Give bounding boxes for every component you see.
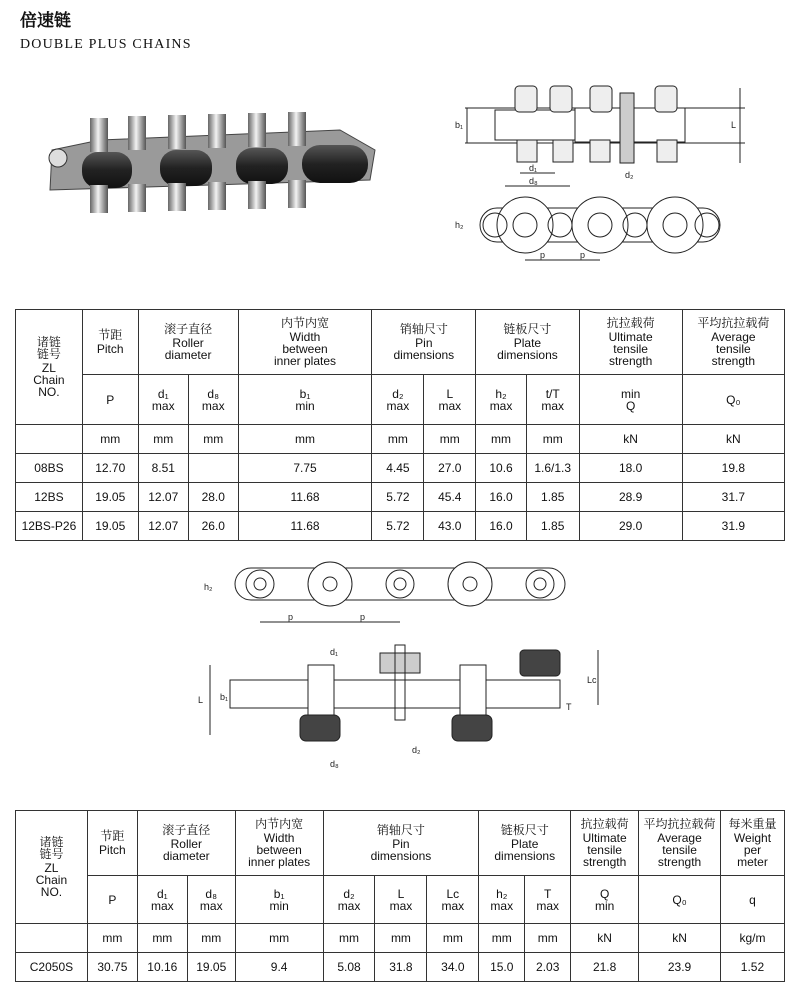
cell-table1-rows-1-5: 5.72 <box>372 483 424 512</box>
cell-table2-rows-0-7: 34.0 <box>427 953 479 982</box>
cell-table1-symbols-6: h₂ max <box>476 375 527 425</box>
cell-table2-rows-0-9: 2.03 <box>525 953 571 982</box>
cell-table2-headers-7-cn: 每米重量 <box>728 817 777 831</box>
cell-table2-headers-0-en: Pitch <box>99 843 126 857</box>
cell-table2-units-5: mm <box>375 924 427 953</box>
cell-table1-headers-2-en: Width between inner plates <box>273 330 337 368</box>
technical-drawing-1 <box>445 78 775 278</box>
cell-table1-units-9: kN <box>682 425 784 454</box>
table-cell <box>16 924 88 953</box>
cell-table1-symbols-5: L max <box>424 375 476 425</box>
cell-table2-units-8: mm <box>525 924 571 953</box>
cell-table2-rows-0-5: 5.08 <box>323 953 375 982</box>
cell-table2-headers-2-en: Width between inner plates <box>248 831 311 869</box>
cell-table2-symbols-8: T max <box>525 876 571 924</box>
header2-pin <box>323 811 479 876</box>
cell-table1-headers-3-cn: 销轴尺寸 <box>399 322 448 336</box>
cell-table2-col_chain-en: ZL Chain NO. <box>35 861 68 899</box>
label-p1: p <box>540 250 546 260</box>
cell-table1-col_chain-cn: 诸链 链号 <box>36 335 61 361</box>
cell-table2-rows-0-3: 19.05 <box>187 953 235 982</box>
cell-table2-rows-0-11: 23.9 <box>639 953 721 982</box>
cell-table1-rows-0-4: 7.75 <box>238 454 372 483</box>
cell-table1-symbols-0: P <box>82 375 138 425</box>
header-roller <box>138 310 238 375</box>
cell-table2-symbols-9: Q min <box>571 876 639 924</box>
cell-table2-headers-5-en: Ultimate tensile strength <box>582 831 627 869</box>
spec-table-1 <box>15 309 785 541</box>
cell-table1-symbols-2: d₈ max <box>188 375 238 425</box>
cell-table1-units-0: mm <box>82 425 138 454</box>
cell-table2-units-2: mm <box>187 924 235 953</box>
cell-table1-rows-0-9: 18.0 <box>579 454 682 483</box>
cell-table1-rows-0-0: 08BS <box>16 454 83 483</box>
spec-table-2 <box>15 810 785 982</box>
table-row <box>16 953 785 982</box>
cell-table1-rows-2-0: 12BS-P26 <box>16 512 83 541</box>
header-pin <box>372 310 476 375</box>
cell-table1-rows-1-7: 16.0 <box>476 483 527 512</box>
cell-table2-rows-0-6: 31.8 <box>375 953 427 982</box>
label-d2: d₂ <box>625 170 634 180</box>
cell-table1-units-2: mm <box>188 425 238 454</box>
cell-table1-rows-1-1: 19.05 <box>82 483 138 512</box>
cell-table1-headers-2-cn: 内节内宽 <box>281 316 330 330</box>
label2-T: T <box>566 702 572 712</box>
cell-table2-headers-5-cn: 抗拉载荷 <box>580 817 629 831</box>
header2-average <box>639 811 721 876</box>
cell-table2-headers-4-en: Plate dimensions <box>494 837 556 863</box>
label2-Lc: Lc <box>587 675 597 685</box>
cell-table1-rows-1-10: 31.7 <box>682 483 784 512</box>
cell-table1-headers-1-cn: 滚子直径 <box>164 322 213 336</box>
header2-width <box>235 811 323 876</box>
label-L: L <box>731 120 737 130</box>
cell-table2-units-0: mm <box>87 924 137 953</box>
cell-table1-rows-2-8: 1.85 <box>526 512 579 541</box>
cell-table1-rows-2-2: 12.07 <box>138 512 188 541</box>
cell-table1-rows-2-10: 31.9 <box>682 512 784 541</box>
label2-p2: p <box>360 612 366 622</box>
header-ultimate <box>579 310 682 375</box>
cell-table2-symbols-7: h₂ max <box>479 876 525 924</box>
cell-table1-rows-0-1: 12.70 <box>82 454 138 483</box>
cell-table2-units-3: mm <box>235 924 323 953</box>
cell-table2-headers-6-en: Average tensile strength <box>657 831 702 869</box>
cell-table1-rows-1-6: 45.4 <box>424 483 476 512</box>
cell-table2-symbols-0: P <box>87 876 137 924</box>
cell-table2-symbols-3: b₁ min <box>235 876 323 924</box>
cell-table1-rows-1-0: 12BS <box>16 483 83 512</box>
cell-table1-rows-2-3: 26.0 <box>188 512 238 541</box>
cell-table2-rows-0-12: 1.52 <box>720 953 784 982</box>
header2-plate <box>479 811 571 876</box>
cell-table1-rows-2-1: 19.05 <box>82 512 138 541</box>
cell-table1-rows-0-6: 27.0 <box>424 454 476 483</box>
cell-table1-rows-0-8: 1.6/1.3 <box>526 454 579 483</box>
cell-table2-symbols-11: q <box>720 876 784 924</box>
header2-ultimate <box>571 811 639 876</box>
cell-table1-units-6: mm <box>476 425 527 454</box>
unit-row-2 <box>16 924 785 953</box>
technical-drawing-2 <box>190 560 610 775</box>
cell-table2-rows-0-4: 9.4 <box>235 953 323 982</box>
cell-table1-symbols-4: d₂ max <box>372 375 424 425</box>
label-d1: d₁ <box>529 163 538 173</box>
label-b1: b₁ <box>455 120 464 130</box>
cell-table1-headers-1-en: Roller diameter <box>164 336 212 362</box>
cell-table2-headers-3-en: Pin dimensions <box>370 837 432 863</box>
cell-table1-symbols-8: min Q <box>579 375 682 425</box>
cell-table2-rows-0-2: 10.16 <box>137 953 187 982</box>
header-width <box>238 310 372 375</box>
header-plate <box>476 310 579 375</box>
cell-table1-headers-4-cn: 链板尺寸 <box>503 322 552 336</box>
header2-weight <box>720 811 784 876</box>
cell-table2-units-9: kN <box>571 924 639 953</box>
cell-table1-headers-6-en: Average tensile strength <box>711 330 756 368</box>
unit-row-1 <box>16 425 785 454</box>
header2-roller <box>137 811 235 876</box>
label2-b1: b₁ <box>220 692 229 702</box>
cell-table1-headers-5-en: Ultimate tensile strength <box>608 330 653 368</box>
chain-photo <box>40 110 380 220</box>
cell-table1-headers-6-cn: 平均抗拉载荷 <box>697 316 770 330</box>
table-row <box>16 512 785 541</box>
cell-table1-rows-1-3: 28.0 <box>188 483 238 512</box>
cell-table1-rows-0-5: 4.45 <box>372 454 424 483</box>
cell-table2-headers-1-en: Roller diameter <box>162 837 210 863</box>
cell-table2-headers-2-cn: 内节内宽 <box>255 817 304 831</box>
cell-table1-rows-2-9: 29.0 <box>579 512 682 541</box>
cell-table1-rows-1-2: 12.07 <box>138 483 188 512</box>
header-pitch <box>82 310 138 375</box>
label2-L: L <box>198 695 204 705</box>
cell-table1-units-7: mm <box>526 425 579 454</box>
cell-table2-rows-0-10: 21.8 <box>571 953 639 982</box>
cell-table2-symbols-5: L max <box>375 876 427 924</box>
symbol-row-1 <box>16 375 785 425</box>
cell-table1-units-4: mm <box>372 425 424 454</box>
symbol-row-2 <box>16 876 785 924</box>
cell-table1-col_chain-en: ZL Chain NO. <box>33 361 65 399</box>
label-h2: h₂ <box>455 220 464 230</box>
label2-p1: p <box>288 612 294 622</box>
label-d8: d₈ <box>529 176 538 186</box>
cell-table1-symbols-3: b₁ min <box>238 375 372 425</box>
page-title-cn: 倍速链 <box>20 11 71 31</box>
cell-table2-units-7: mm <box>479 924 525 953</box>
table-row <box>16 454 785 483</box>
col-chain-header-2 <box>16 811 88 924</box>
cell-table2-headers-7-en: Weight per meter <box>733 831 772 869</box>
cell-table2-headers-1-cn: 滚子直径 <box>162 823 211 837</box>
cell-table2-symbols-4: d₂ max <box>323 876 375 924</box>
cell-table1-rows-1-9: 28.9 <box>579 483 682 512</box>
table-row <box>16 483 785 512</box>
label-p2: p <box>580 250 586 260</box>
cell-table1-rows-2-7: 16.0 <box>476 512 527 541</box>
cell-table1-units-5: mm <box>424 425 476 454</box>
label2-d1: d₁ <box>330 647 339 657</box>
cell-table2-symbols-6: Lc max <box>427 876 479 924</box>
cell-table1-rows-1-8: 1.85 <box>526 483 579 512</box>
cell-table1-units-1: mm <box>138 425 188 454</box>
cell-table1-headers-4-en: Plate dimensions <box>497 336 558 362</box>
cell-table1-rows-0-3 <box>188 454 238 483</box>
header-average <box>682 310 784 375</box>
cell-table2-units-10: kN <box>639 924 721 953</box>
cell-table2-units-1: mm <box>137 924 187 953</box>
cell-table1-headers-0-cn: 节距 <box>98 328 123 342</box>
cell-table2-symbols-2: d₈ max <box>187 876 235 924</box>
cell-table1-units-8: kN <box>579 425 682 454</box>
cell-table2-units-4: mm <box>323 924 375 953</box>
cell-table2-rows-0-8: 15.0 <box>479 953 525 982</box>
table-cell <box>16 425 83 454</box>
cell-table1-headers-0-en: Pitch <box>96 342 124 356</box>
label2-d8: d₈ <box>330 759 339 769</box>
cell-table1-rows-2-6: 43.0 <box>424 512 476 541</box>
cell-table2-units-11: kg/m <box>720 924 784 953</box>
cell-table2-headers-6-cn: 平均抗拉载荷 <box>643 817 716 831</box>
cell-table1-rows-0-2: 8.51 <box>138 454 188 483</box>
cell-table1-units-3: mm <box>238 425 372 454</box>
col-chain-header <box>16 310 83 425</box>
cell-table2-headers-4-cn: 链板尺寸 <box>500 823 549 837</box>
label2-d2: d₂ <box>412 745 421 755</box>
header2-pitch <box>87 811 137 876</box>
label2-h2: h₂ <box>204 582 213 592</box>
cell-table1-headers-3-en: Pin dimensions <box>393 336 455 362</box>
cell-table2-symbols-10: Q₀ <box>639 876 721 924</box>
cell-table1-rows-0-10: 19.8 <box>682 454 784 483</box>
cell-table1-symbols-7: t/T max <box>526 375 579 425</box>
cell-table2-symbols-1: d₁ max <box>137 876 187 924</box>
cell-table1-rows-2-4: 11.68 <box>238 512 372 541</box>
cell-table2-units-6: mm <box>427 924 479 953</box>
cell-table1-symbols-1: d₁ max <box>138 375 188 425</box>
cell-table2-col_chain-cn: 诸链 链号 <box>39 835 64 861</box>
cell-table1-symbols-9: Q₀ <box>682 375 784 425</box>
cell-table1-headers-5-cn: 抗拉载荷 <box>606 316 655 330</box>
cell-table2-headers-3-cn: 销轴尺寸 <box>376 823 425 837</box>
cell-table2-rows-0-1: 30.75 <box>87 953 137 982</box>
cell-table1-rows-0-7: 10.6 <box>476 454 527 483</box>
cell-table1-rows-2-5: 5.72 <box>372 512 424 541</box>
cell-table1-rows-1-4: 11.68 <box>238 483 372 512</box>
page-title-en: DOUBLE PLUS CHAINS <box>20 37 192 52</box>
cell-table2-headers-0-cn: 节距 <box>100 829 125 843</box>
cell-table2-rows-0-0: C2050S <box>16 953 88 982</box>
